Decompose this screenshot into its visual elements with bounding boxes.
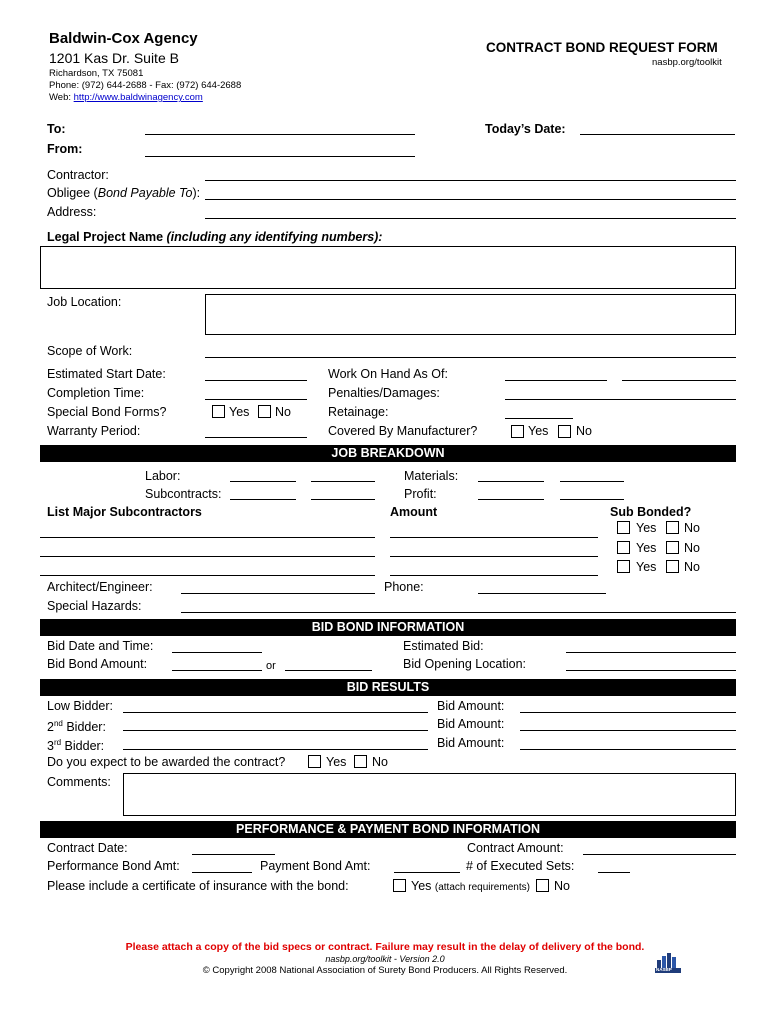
agency-address1: 1201 Kas Dr. Suite B [49, 50, 179, 66]
bid-amount-field-3[interactable] [520, 749, 736, 750]
expect-yes-label: Yes [326, 755, 347, 769]
expect-no-checkbox[interactable] [354, 755, 367, 768]
legal-project-field[interactable] [40, 246, 736, 289]
sub-bonded-label: Sub Bonded? [610, 505, 692, 519]
profit-field-2[interactable] [560, 499, 624, 500]
todays-date-field[interactable] [580, 134, 735, 135]
agency-web-link[interactable]: http://www.baldwinagency.com [73, 92, 203, 103]
comments-field[interactable] [123, 773, 736, 816]
insurance-yes-checkbox[interactable] [393, 879, 406, 892]
insurance-no-checkbox[interactable] [536, 879, 549, 892]
special-forms-yes-label: Yes [229, 405, 250, 419]
amount-label: Amount [390, 505, 438, 519]
obligee-field[interactable] [205, 199, 736, 200]
comments-label: Comments: [47, 775, 111, 789]
sub3-yes-label: Yes [636, 560, 657, 574]
agency-address2: Richardson, TX 75081 [49, 68, 144, 79]
executed-sets-field[interactable] [598, 872, 630, 873]
materials-field-2[interactable] [560, 481, 624, 482]
estimated-bid-field[interactable] [566, 652, 736, 653]
estimated-bid-label: Estimated Bid: [403, 639, 484, 653]
bid-amount-label-1: Bid Amount: [437, 699, 505, 713]
expect-label: Do you expect to be awarded the contract? [47, 755, 286, 769]
labor-label: Labor: [145, 469, 181, 483]
subcontracts-label: Subcontracts: [145, 487, 222, 501]
sub-amount-field-1[interactable] [390, 537, 598, 538]
pay-amt-label: Payment Bond Amt: [260, 859, 371, 873]
address-field[interactable] [205, 218, 736, 219]
third-bidder-field[interactable] [123, 749, 428, 750]
bid-opening-label: Bid Opening Location: [403, 657, 527, 671]
scope-label: Scope of Work: [47, 344, 133, 358]
profit-label: Profit: [404, 487, 437, 501]
third-bidder-label: 3rd Bidder: [47, 738, 105, 754]
low-bidder-field[interactable] [123, 712, 428, 713]
covered-no-checkbox[interactable] [558, 425, 571, 438]
sub2-no-label: No [684, 541, 700, 555]
special-forms-no-label: No [275, 405, 291, 419]
footer-copyright: © Copyright 2008 National Association of Surety Bond Producers. All Rights Reserved. [202, 965, 568, 976]
sub1-no-checkbox[interactable] [666, 521, 679, 534]
agency-web: Web: http://www.baldwinagency.com [49, 92, 203, 103]
profit-field-1[interactable] [478, 499, 544, 500]
hazards-label: Special Hazards: [47, 599, 142, 613]
penalties-label: Penalties/Damages: [328, 386, 440, 400]
contractor-field[interactable] [205, 180, 736, 181]
contractor-label: Contractor: [47, 168, 109, 182]
sub-amount-field-2[interactable] [390, 556, 598, 557]
contract-date-field[interactable] [192, 854, 275, 855]
sub1-no-label: No [684, 521, 700, 535]
perf-header: PERFORMANCE & PAYMENT BOND INFORMATION [40, 821, 736, 838]
bid-amount-field-2[interactable] [520, 730, 736, 731]
expect-yes-checkbox[interactable] [308, 755, 321, 768]
retainage-field[interactable] [505, 418, 573, 419]
bid-date-field[interactable] [172, 652, 262, 653]
bid-amount-alt-field[interactable] [285, 670, 372, 671]
footer-version: nasbp.org/toolkit - Version 2.0 [325, 954, 445, 964]
bid-date-label: Bid Date and Time: [47, 639, 154, 653]
labor-field-2[interactable] [311, 481, 375, 482]
expect-no-label: No [372, 755, 388, 769]
materials-field-1[interactable] [478, 481, 544, 482]
legal-project-label: Legal Project Name (including any identifying numbers): [47, 230, 383, 244]
sub1-yes-label: Yes [636, 521, 657, 535]
agency-name: Baldwin-Cox Agency [49, 30, 198, 47]
to-field[interactable] [145, 134, 415, 135]
second-bidder-label: 2nd Bidder: [47, 719, 106, 735]
covered-yes-label: Yes [528, 424, 549, 438]
completion-label: Completion Time: [47, 386, 145, 400]
architect-field[interactable] [181, 593, 375, 594]
completion-field[interactable] [205, 399, 307, 400]
agency-phone: Phone: (972) 644-2688 - Fax: (972) 644-2688 [49, 80, 242, 91]
pay-amt-field[interactable] [394, 872, 460, 873]
bid-opening-field[interactable] [566, 670, 736, 671]
sub1-yes-checkbox[interactable] [617, 521, 630, 534]
est-start-label: Estimated Start Date: [47, 367, 166, 381]
from-field[interactable] [145, 156, 415, 157]
architect-label: Architect/Engineer: [47, 580, 153, 594]
contract-date-label: Contract Date: [47, 841, 128, 855]
job-location-label: Job Location: [47, 295, 122, 309]
work-on-hand-field-1[interactable] [505, 380, 607, 381]
special-forms-label: Special Bond Forms? [47, 405, 167, 419]
warranty-field[interactable] [205, 437, 307, 438]
insurance-no-label: No [554, 879, 570, 893]
nasbp-logo-text: NASBP [656, 967, 672, 972]
subcontractor-field-3[interactable] [40, 575, 375, 576]
hazards-field[interactable] [181, 612, 736, 613]
sub2-yes-checkbox[interactable] [617, 541, 630, 554]
sub3-no-label: No [684, 560, 700, 574]
covered-label: Covered By Manufacturer? [328, 424, 478, 438]
sub2-yes-label: Yes [636, 541, 657, 555]
bid-amount-field[interactable] [172, 670, 262, 671]
bid-amount-field-1[interactable] [520, 712, 736, 713]
covered-yes-checkbox[interactable] [511, 425, 524, 438]
phone-label: Phone: [384, 580, 424, 594]
bid-amount-label: Bid Bond Amount: [47, 657, 148, 671]
todays-date-label: Today’s Date: [485, 122, 566, 136]
bid-amount-label-2: Bid Amount: [437, 717, 505, 731]
low-bidder-label: Low Bidder: [47, 699, 114, 713]
list-subs-label: List Major Subcontractors [47, 505, 202, 519]
materials-label: Materials: [404, 469, 459, 483]
bid-bond-header: BID BOND INFORMATION [40, 619, 736, 636]
special-forms-no-checkbox[interactable] [258, 405, 271, 418]
sub2-no-checkbox[interactable] [666, 541, 679, 554]
covered-no-label: No [576, 424, 592, 438]
work-on-hand-label: Work On Hand As Of: [328, 367, 448, 381]
est-start-field[interactable] [205, 380, 307, 381]
subcontractor-field-1[interactable] [40, 537, 375, 538]
insurance-label: Please include a certificate of insurance with the bond: [47, 879, 349, 893]
bid-amount-label-3: Bid Amount: [437, 736, 505, 750]
bid-results-header: BID RESULTS [40, 679, 736, 696]
obligee-label: Obligee (Bond Payable To): [47, 186, 201, 200]
footer-warning: Please attach a copy of the bid specs or contract. Failure may result in the delay of delivery of the bond. [125, 941, 645, 953]
insurance-yes-label: Yes (attach requirements) [411, 879, 530, 893]
perf-amt-field[interactable] [192, 872, 252, 873]
from-label: From: [47, 142, 83, 156]
warranty-label: Warranty Period: [47, 424, 141, 438]
job-location-field[interactable] [205, 294, 736, 335]
perf-amt-label: Performance Bond Amt: [47, 859, 180, 873]
sub3-yes-checkbox[interactable] [617, 560, 630, 573]
second-bidder-field[interactable] [123, 730, 428, 731]
subcontracts-field-1[interactable] [230, 499, 296, 500]
subcontractor-field-2[interactable] [40, 556, 375, 557]
form-title: CONTRACT BOND REQUEST FORM [486, 40, 718, 55]
work-on-hand-field-2[interactable] [622, 380, 736, 381]
subcontracts-field-2[interactable] [311, 499, 375, 500]
retainage-label: Retainage: [328, 405, 389, 419]
sub-amount-field-3[interactable] [390, 575, 598, 576]
to-label: To: [47, 122, 66, 136]
penalties-field[interactable] [505, 399, 736, 400]
nasbp-logo [655, 951, 681, 975]
or-label: or [266, 660, 276, 672]
executed-sets-label: # of Executed Sets: [466, 859, 575, 873]
scope-field[interactable] [205, 357, 736, 358]
job-breakdown-header: JOB BREAKDOWN [40, 445, 736, 462]
contract-amount-label: Contract Amount: [467, 841, 564, 855]
address-label: Address: [47, 205, 97, 219]
contract-amount-field[interactable] [583, 854, 736, 855]
phone-field[interactable] [478, 593, 606, 594]
sub3-no-checkbox[interactable] [666, 560, 679, 573]
form-source: nasbp.org/toolkit [652, 57, 722, 68]
special-forms-yes-checkbox[interactable] [212, 405, 225, 418]
labor-field-1[interactable] [230, 481, 296, 482]
